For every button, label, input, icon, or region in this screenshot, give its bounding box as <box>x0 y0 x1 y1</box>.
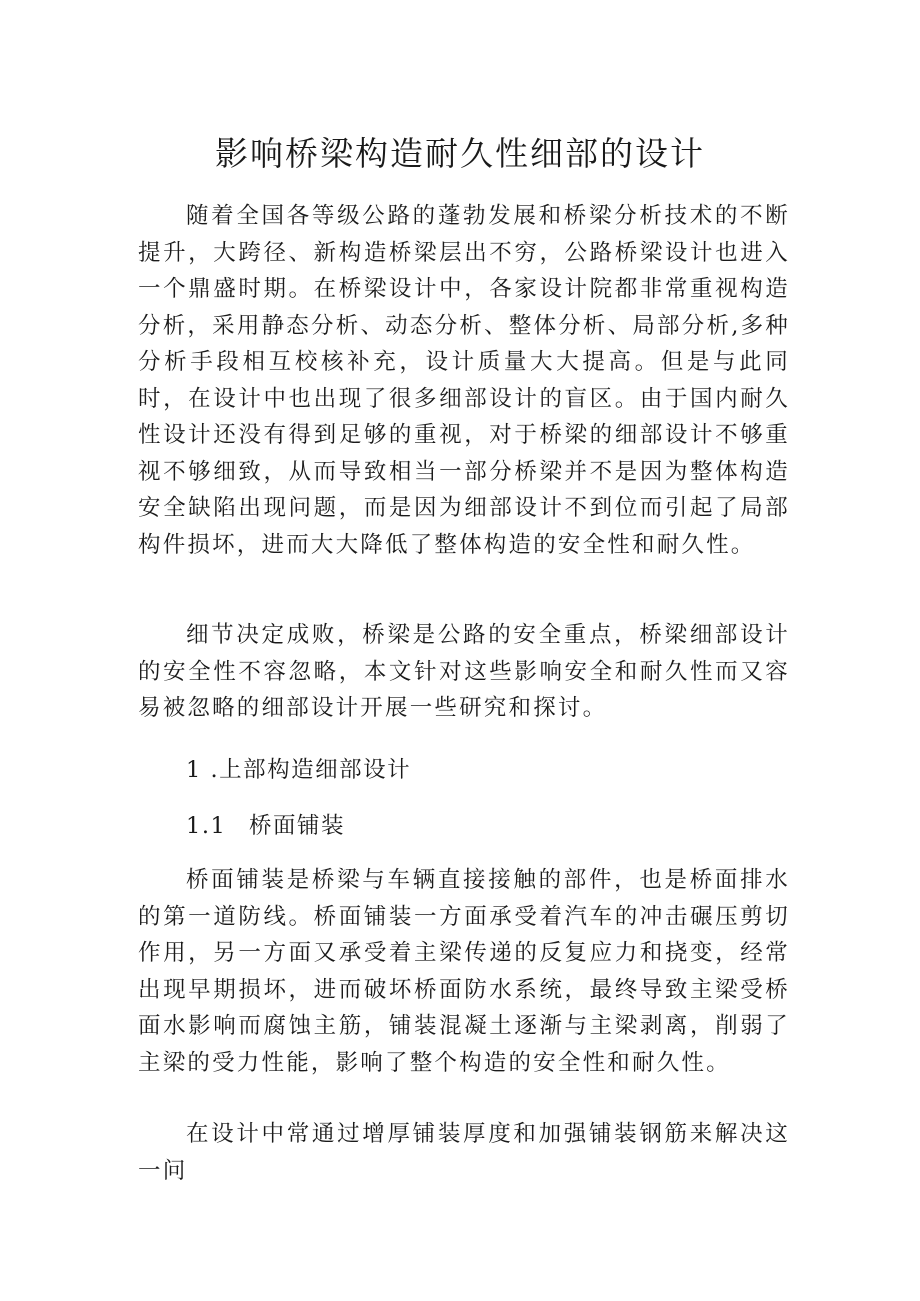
subsection-label: 桥面铺装 <box>248 813 345 839</box>
deck-pavement-paragraph: 桥面铺装是桥梁与车辆直接接触的部件，也是桥面排水的第一道防线。桥面铺装一方面承受着汽车的冲击碾压剪切作用，另一方面又承受着主梁传递的反复应力和挠变，经常出现早期损坏，进而破坏桥面防水系统，最终导致主梁受桥面水影响而腐蚀主筋，铺装混凝土逐渐与主梁剥离，削弱了主梁的受力性能，影响了整个构造的安全性和耐久性。 <box>138 867 790 1076</box>
section-heading-1 <box>186 752 411 788</box>
section-number: 1 <box>186 757 202 783</box>
subsection-heading-1-1 <box>186 808 345 844</box>
design-solution-paragraph: 在设计中常通过增厚铺装厚度和加强铺装钢筋来解决这一问 <box>138 1121 790 1184</box>
subsection-number: 1.1 <box>186 813 227 839</box>
purpose-paragraph: 细节决定成败，桥梁是公路的安全重点，桥梁细部设计的安全性不容忽略，本文针对这些影响安全和耐久性而又容易被忽略的细部设计开展一些研究和探讨。 <box>138 622 790 721</box>
document-title: 影响桥梁构造耐久性细部的设计 <box>215 134 705 173</box>
intro-paragraph: 随着全国各等级公路的蓬勃发展和桥梁分析技术的不断提升，大跨径、新构造桥梁层出不穷，公路桥梁设计也进入一个鼎盛时期。在桥梁设计中，各家设计院都非常重视构造分析，采用静态分析、动态分析、整体分析、局部分析,多种分析手段相互校核补充，设计质量大大提高。但是与此同时，在设计中也出现了很多细部设计的盲区。由于国内耐久性设计还没有得到足够的重视，对于桥梁的细部设计不够重视不够细致，从而导致相当一部分桥梁并不是因为整体构造安全缺陷出现问题，而是因为细部设计不到位而引起了局部构件损坏，进而大大降低了整体构造的安全性和耐久性。 <box>138 203 790 558</box>
section-label: .上部构造细部设计 <box>210 757 412 783</box>
